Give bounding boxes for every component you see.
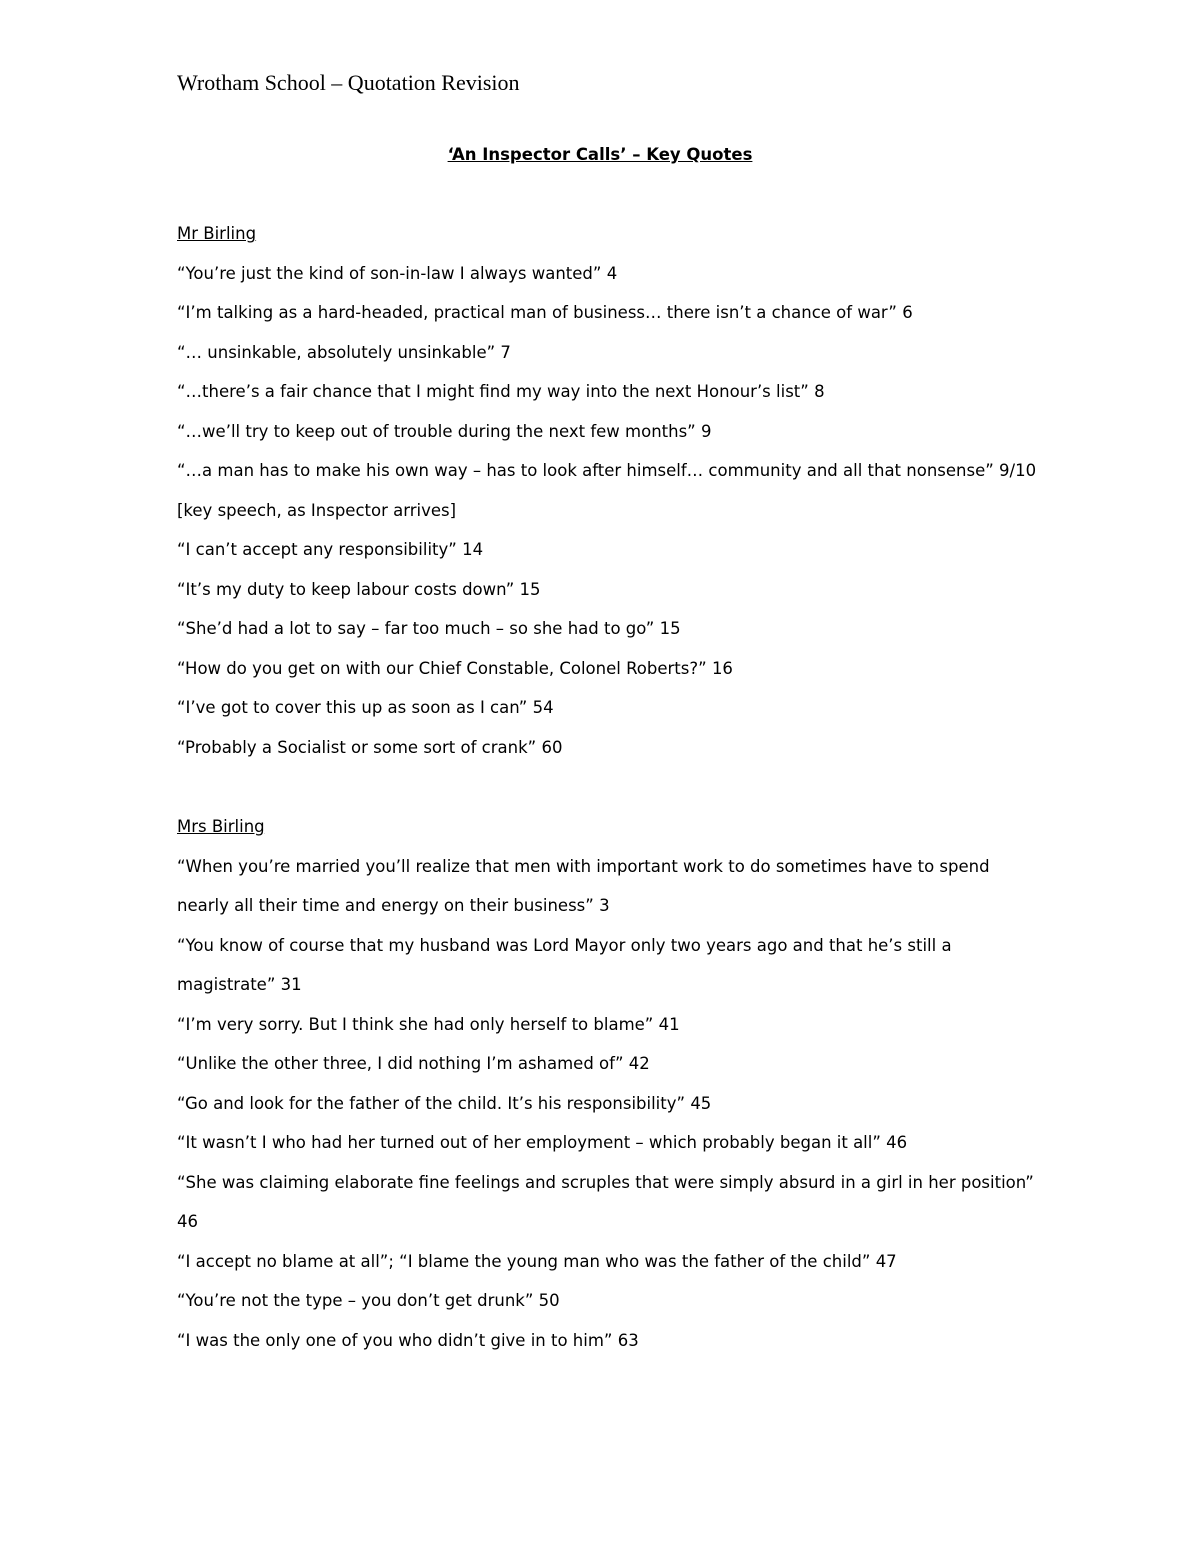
quote-text: “I’ve got to cover this up as soon as I can”: [177, 698, 528, 717]
document-header: Wrotham School – Quotation Revision: [177, 70, 520, 95]
quote-text: “When you’re married you’ll realize that men with important work to do sometimes have to spend nearly all their time and energy on their business”: [177, 856, 990, 915]
quote-page: 46: [177, 1212, 198, 1231]
quote-page: 60: [541, 737, 563, 757]
quote-text: “I can’t accept any responsibility”: [177, 540, 457, 559]
document-title: ‘An Inspector Calls’ – Key Quotes: [447, 145, 753, 164]
quote-page: 15: [659, 619, 681, 638]
quote-item: [177, 254, 1037, 294]
quote-item: [177, 688, 1037, 728]
quote-page: 15: [519, 579, 541, 599]
quote-page: 54: [532, 698, 554, 717]
quote-page: 6: [902, 303, 913, 322]
quote-item: [177, 926, 1037, 1005]
quote-item: [177, 333, 1037, 373]
quote-page: 7: [500, 342, 511, 362]
quote-item: [177, 1123, 1037, 1163]
quote-item: [177, 1242, 1037, 1282]
quote-page: 45: [690, 1093, 712, 1113]
quote-text: “She was claiming elaborate fine feelings and scruples that were simply absurd in a girl in her position”: [177, 1172, 1034, 1192]
quote-text: “… unsinkable, absolutely unsinkable”: [177, 342, 496, 362]
quote-item: [177, 293, 1037, 333]
quote-text: “…we’ll try to keep out of trouble during the next few months”: [177, 421, 696, 441]
quote-text: “I’m very sorry. But I think she had only herself to blame”: [177, 1014, 654, 1034]
quote-text: “I’m talking as a hard-headed, practical man of business… there isn’t a chance of war”: [177, 303, 897, 322]
quote-text: “You’re just the kind of son-in-law I always wanted”: [177, 263, 602, 283]
section-mr-birling: [177, 214, 1037, 767]
quote-text: “I accept no blame at all”; “I blame the young man who was the father of the child”: [177, 1251, 871, 1271]
quote-item: [177, 530, 1037, 570]
quote-item: [177, 728, 1037, 768]
section-mrs-birling: [177, 807, 1037, 1360]
quote-text: “It’s my duty to keep labour costs down”: [177, 579, 515, 599]
quote-page: 41: [658, 1014, 680, 1034]
quote-text: “Unlike the other three, I did nothing I’m ashamed of”: [177, 1054, 624, 1073]
quote-page: 3: [599, 896, 610, 915]
quote-text: “…there’s a fair chance that I might find my way into the next Honour’s list”: [177, 382, 809, 401]
quote-item: [177, 372, 1037, 412]
quote-item: [177, 451, 1037, 530]
quote-text: “Probably a Socialist or some sort of crank”: [177, 737, 537, 757]
quote-item: [177, 1281, 1037, 1321]
quote-item: [177, 1163, 1037, 1242]
quote-item: [177, 609, 1037, 649]
quote-text: “You’re not the type – you don’t get drunk”: [177, 1291, 534, 1310]
quote-text: “Go and look for the father of the child. It’s his responsibility”: [177, 1093, 686, 1113]
quote-page: 42: [628, 1054, 650, 1073]
quote-page: 9: [700, 421, 712, 441]
quote-text: “It wasn’t I who had her turned out of her employment – which probably began it all”: [177, 1133, 881, 1152]
quote-page: 63: [617, 1330, 639, 1350]
quote-text: “You know of course that my husband was Lord Mayor only two years ago and that he’s still a magistrate”: [177, 935, 952, 994]
quote-page: 50: [538, 1291, 560, 1310]
quote-item: [177, 1321, 1037, 1361]
quote-page: 31: [280, 975, 302, 994]
quote-item: [177, 1044, 1037, 1084]
quote-item: [177, 1005, 1037, 1045]
quote-page: 46: [886, 1133, 908, 1152]
quote-text: “…a man has to make his own way – has to look after himself… community and all that nonsense”: [177, 461, 994, 480]
quote-text: “She’d had a lot to say – far too much – so she had to go”: [177, 619, 655, 638]
quote-page: 4: [606, 263, 618, 283]
quote-page: 16: [711, 658, 733, 678]
quote-page: 47: [875, 1251, 897, 1271]
quote-page: 14: [462, 540, 484, 559]
quote-text: “How do you get on with our Chief Constable, Colonel Roberts?”: [177, 658, 707, 678]
quote-page: 9/10 [key speech, as Inspector arrives]: [177, 461, 1037, 520]
quote-item: [177, 847, 1037, 926]
section-heading: Mr Birling: [177, 224, 257, 243]
quote-text: “I was the only one of you who didn’t give in to him”: [177, 1330, 613, 1350]
quote-item: [177, 412, 1037, 452]
quote-item: [177, 570, 1037, 610]
quote-page: 8: [814, 382, 825, 401]
quote-item: [177, 1084, 1037, 1124]
section-heading: Mrs Birling: [177, 817, 265, 836]
quote-item: [177, 649, 1037, 689]
